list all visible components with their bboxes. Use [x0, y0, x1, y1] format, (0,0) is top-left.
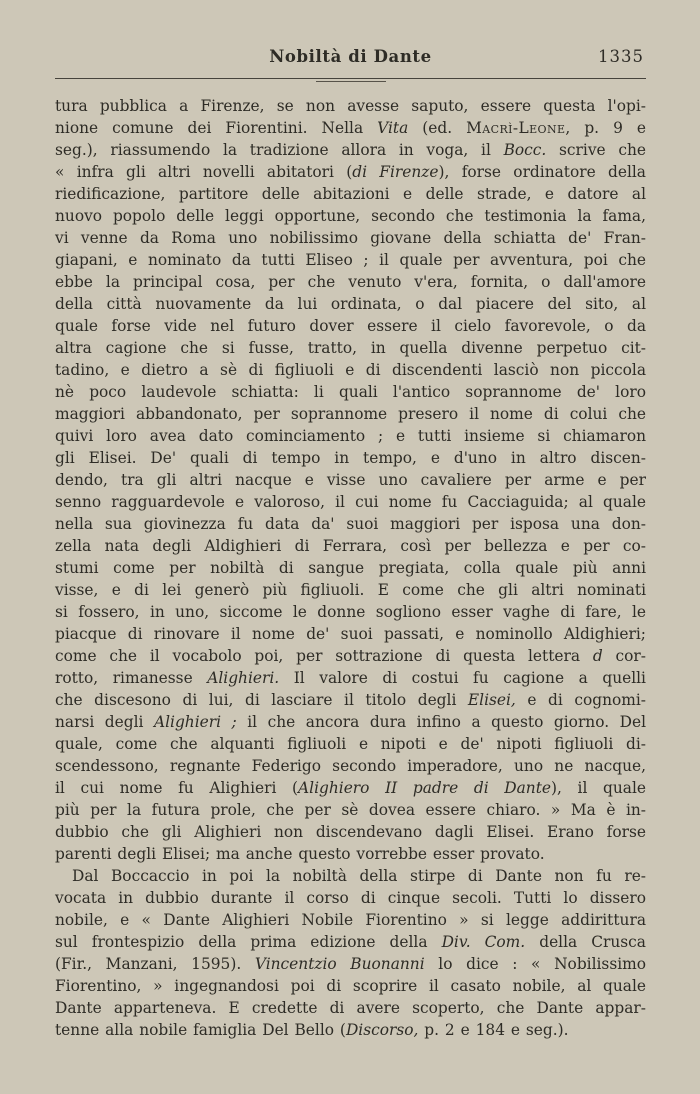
text-line — [55, 1019, 646, 1041]
body-text: p. 2 e 184 e seg.). — [418, 1021, 569, 1039]
body-text: (Fir., Manzani, 1595). — [55, 955, 255, 973]
text-line — [55, 711, 646, 733]
body-text: nuovo popolo delle leggi opportune, secondo che testimonia la fama, — [55, 207, 646, 225]
text-line — [55, 293, 646, 315]
body-text: quale, come che alquanti figliuoli e nipoti e de' nipoti figliuoli di- — [55, 735, 646, 753]
italic-text: Elisei, — [467, 691, 516, 709]
text-line — [55, 139, 646, 161]
body-text: come che il vocabolo poi, per sottrazione di questa lettera — [55, 647, 593, 665]
body-text: gli Elisei. De' quali di tempo in tempo, e d'uno in altro discen- — [55, 449, 646, 467]
body-text: ), forse ordinatore della — [438, 163, 646, 181]
body-text: si fossero, in uno, siccome le donne sogliono esser vaghe di fare, le — [55, 603, 646, 621]
text-line — [55, 513, 646, 535]
text-line — [55, 249, 646, 271]
text-line — [55, 843, 646, 865]
text-line — [55, 953, 646, 975]
running-title: Nobiltà di Dante — [269, 47, 432, 66]
text-line — [55, 887, 646, 909]
text-line — [55, 975, 646, 997]
text-line — [55, 733, 646, 755]
body-text: dubbio che gli Alighieri non discendevano dagli Elisei. Erano forse — [55, 823, 646, 841]
body-text: altra cagione che si fusse, tratto, in quella divenne perpetuo cit- — [55, 339, 646, 357]
italic-text: d — [592, 647, 603, 665]
body-text: riedificazione, partitore delle abitazioni e delle strade, e datore al — [55, 185, 646, 203]
paragraph — [55, 95, 646, 865]
body-text: nè poco laudevole schiatta: li quali l'antico soprannome de' loro — [55, 383, 646, 401]
body-text: rotto, rimanesse — [55, 669, 208, 687]
text-line — [55, 821, 646, 843]
text-line — [55, 337, 646, 359]
body-text: vocata in dubbio durante il corso di cinque secoli. Tutti lo dissero — [55, 889, 646, 907]
body-text: Dante apparteneva. E credette di avere scoperto, che Dante appar- — [55, 999, 646, 1017]
text-line — [55, 183, 646, 205]
text-line — [55, 161, 646, 183]
text-line — [55, 579, 646, 601]
text-line — [55, 205, 646, 227]
body-text: dendo, tra gli altri nacque e visse uno cavaliere per arme e per — [55, 471, 646, 489]
body-text: quale forse vide nel futuro dover essere il cielo favorevole, o da — [55, 317, 646, 335]
body-text: Dal Boccaccio in poi la nobiltà della stirpe di Dante non fu re- — [72, 867, 646, 885]
text-line — [55, 865, 646, 887]
paragraph — [55, 865, 646, 1041]
body-text: più per la futura prole, che per sè dovea essere chiaro. » Ma è in- — [55, 801, 646, 819]
italic-text: Discorso, — [345, 1021, 419, 1039]
body-text: nobile, e « Dante Alighieri Nobile Fiorentino » si legge addirittura — [55, 911, 646, 929]
italic-text: Vincentzio Buonanni — [254, 955, 425, 973]
text-line — [55, 645, 646, 667]
body-text: narsi degli — [55, 713, 154, 731]
body-text: vi venne da Roma uno nobilissimo giovane della schiatta de' Fran- — [55, 229, 646, 247]
italic-text: Bocc. — [503, 141, 547, 159]
body-text: il cui nome fu Alighieri ( — [55, 779, 299, 797]
page-number: 1335 — [598, 47, 644, 66]
header-rule — [55, 78, 646, 79]
text-line — [55, 799, 646, 821]
body-text: seg.), riassumendo la tradizione allora in voga, il — [55, 141, 504, 159]
text-line — [55, 95, 646, 117]
body-text: scrive che — [546, 141, 646, 159]
body-text: piacque di rinovare il nome de' suoi passati, e nominollo Aldighieri; — [55, 625, 646, 643]
text-line — [55, 689, 646, 711]
italic-text: Vita — [377, 119, 409, 137]
text-line — [55, 425, 646, 447]
body-text: sul frontespizio della prima edizione della — [55, 933, 442, 951]
text-line — [55, 777, 646, 799]
header-rule-center — [316, 81, 386, 82]
text-line — [55, 997, 646, 1019]
text-line — [55, 117, 646, 139]
body-text: visse, e di lei generò più figliuoli. E come che gli altri nominati — [55, 581, 646, 599]
body-text: Il valore di costui fu cagione a quelli — [279, 669, 646, 687]
body-text: maggiori abbandonato, per soprannome presero il nome di colui che — [55, 405, 646, 423]
text-line — [55, 359, 646, 381]
body-text: giapani, e nominato da tutti Eliseo ; il quale per avventura, poi che — [55, 251, 646, 269]
body-text: « infra gli altri novelli abitatori ( — [55, 163, 353, 181]
italic-text: Alighieri ; — [153, 713, 237, 731]
text-line — [55, 491, 646, 513]
body-text: zella nata degli Aldighieri di Ferrara, così per bellezza e per co- — [55, 537, 646, 555]
body-text: tura pubblica a Firenze, se non avesse saputo, essere questa l'opi- — [55, 97, 646, 115]
text-line — [55, 601, 646, 623]
body-text: tenne alla nobile famiglia Del Bello ( — [55, 1021, 346, 1039]
body-text: ), il quale — [551, 779, 646, 797]
text-line — [55, 557, 646, 579]
body-text: Fiorentino, » ingegnandosi poi di scoprire il casato nobile, al quale — [55, 977, 646, 995]
text-line — [55, 469, 646, 491]
text-line — [55, 535, 646, 557]
body-text: (ed. — [408, 119, 467, 137]
body-text: parenti degli Elisei; ma anche questo vorrebbe esser provato. — [55, 845, 545, 863]
body-text: ebbe la principal cosa, per che venuto v'era, fornita, o dall'amore — [55, 273, 646, 291]
body-text: tadino, e dietro a sè di figliuoli e di discendenti lasciò non piccola — [55, 361, 646, 379]
body-text: , p. 9 e — [565, 119, 646, 137]
text-line — [55, 271, 646, 293]
page-header — [55, 47, 646, 71]
body-text: nella sua giovinezza fu data da' suoi maggiori per isposa una don- — [55, 515, 646, 533]
body-text: quivi loro avea dato cominciamento ; e tutti insieme si chiamaron — [55, 427, 646, 445]
body-text: senno ragguardevole e valoroso, il cui nome fu Cacciaguida; al quale — [55, 493, 646, 511]
body-text: e di cognomi- — [515, 691, 646, 709]
text-line — [55, 667, 646, 689]
text-line — [55, 227, 646, 249]
body-text: il che ancora dura infino a questo giorno. Del — [236, 713, 646, 731]
body-text: nione comune dei Fiorentini. Nella — [55, 119, 378, 137]
text-line — [55, 403, 646, 425]
text-line — [55, 623, 646, 645]
body-text: che discesono di lui, di lasciare il titolo degli — [55, 691, 468, 709]
body-text: lo dice : « Nobilissimo — [424, 955, 647, 973]
italic-text: Alighieri. — [207, 669, 280, 687]
italic-text: Div. Com. — [441, 933, 526, 951]
text-line — [55, 755, 646, 777]
body-text: scendessono, regnante Federigo secondo imperadore, uno ne nacque, — [55, 757, 646, 775]
text-line — [55, 381, 646, 403]
italic-text: Alighiero II padre di Dante — [298, 779, 551, 797]
page-body — [55, 95, 646, 1041]
smallcaps-text: Macrì-Leone — [466, 119, 566, 137]
body-text: della città nuovamente da lui ordinata, o dal piacere del sito, al — [55, 295, 646, 313]
italic-text: di Firenze — [352, 163, 439, 181]
text-line — [55, 447, 646, 469]
body-text: cor- — [602, 647, 646, 665]
text-line — [55, 931, 646, 953]
text-line — [55, 909, 646, 931]
text-line — [55, 315, 646, 337]
body-text: della Crusca — [525, 933, 646, 951]
body-text: stumi come per nobiltà di sangue pregiata, colla quale più anni — [55, 559, 646, 577]
